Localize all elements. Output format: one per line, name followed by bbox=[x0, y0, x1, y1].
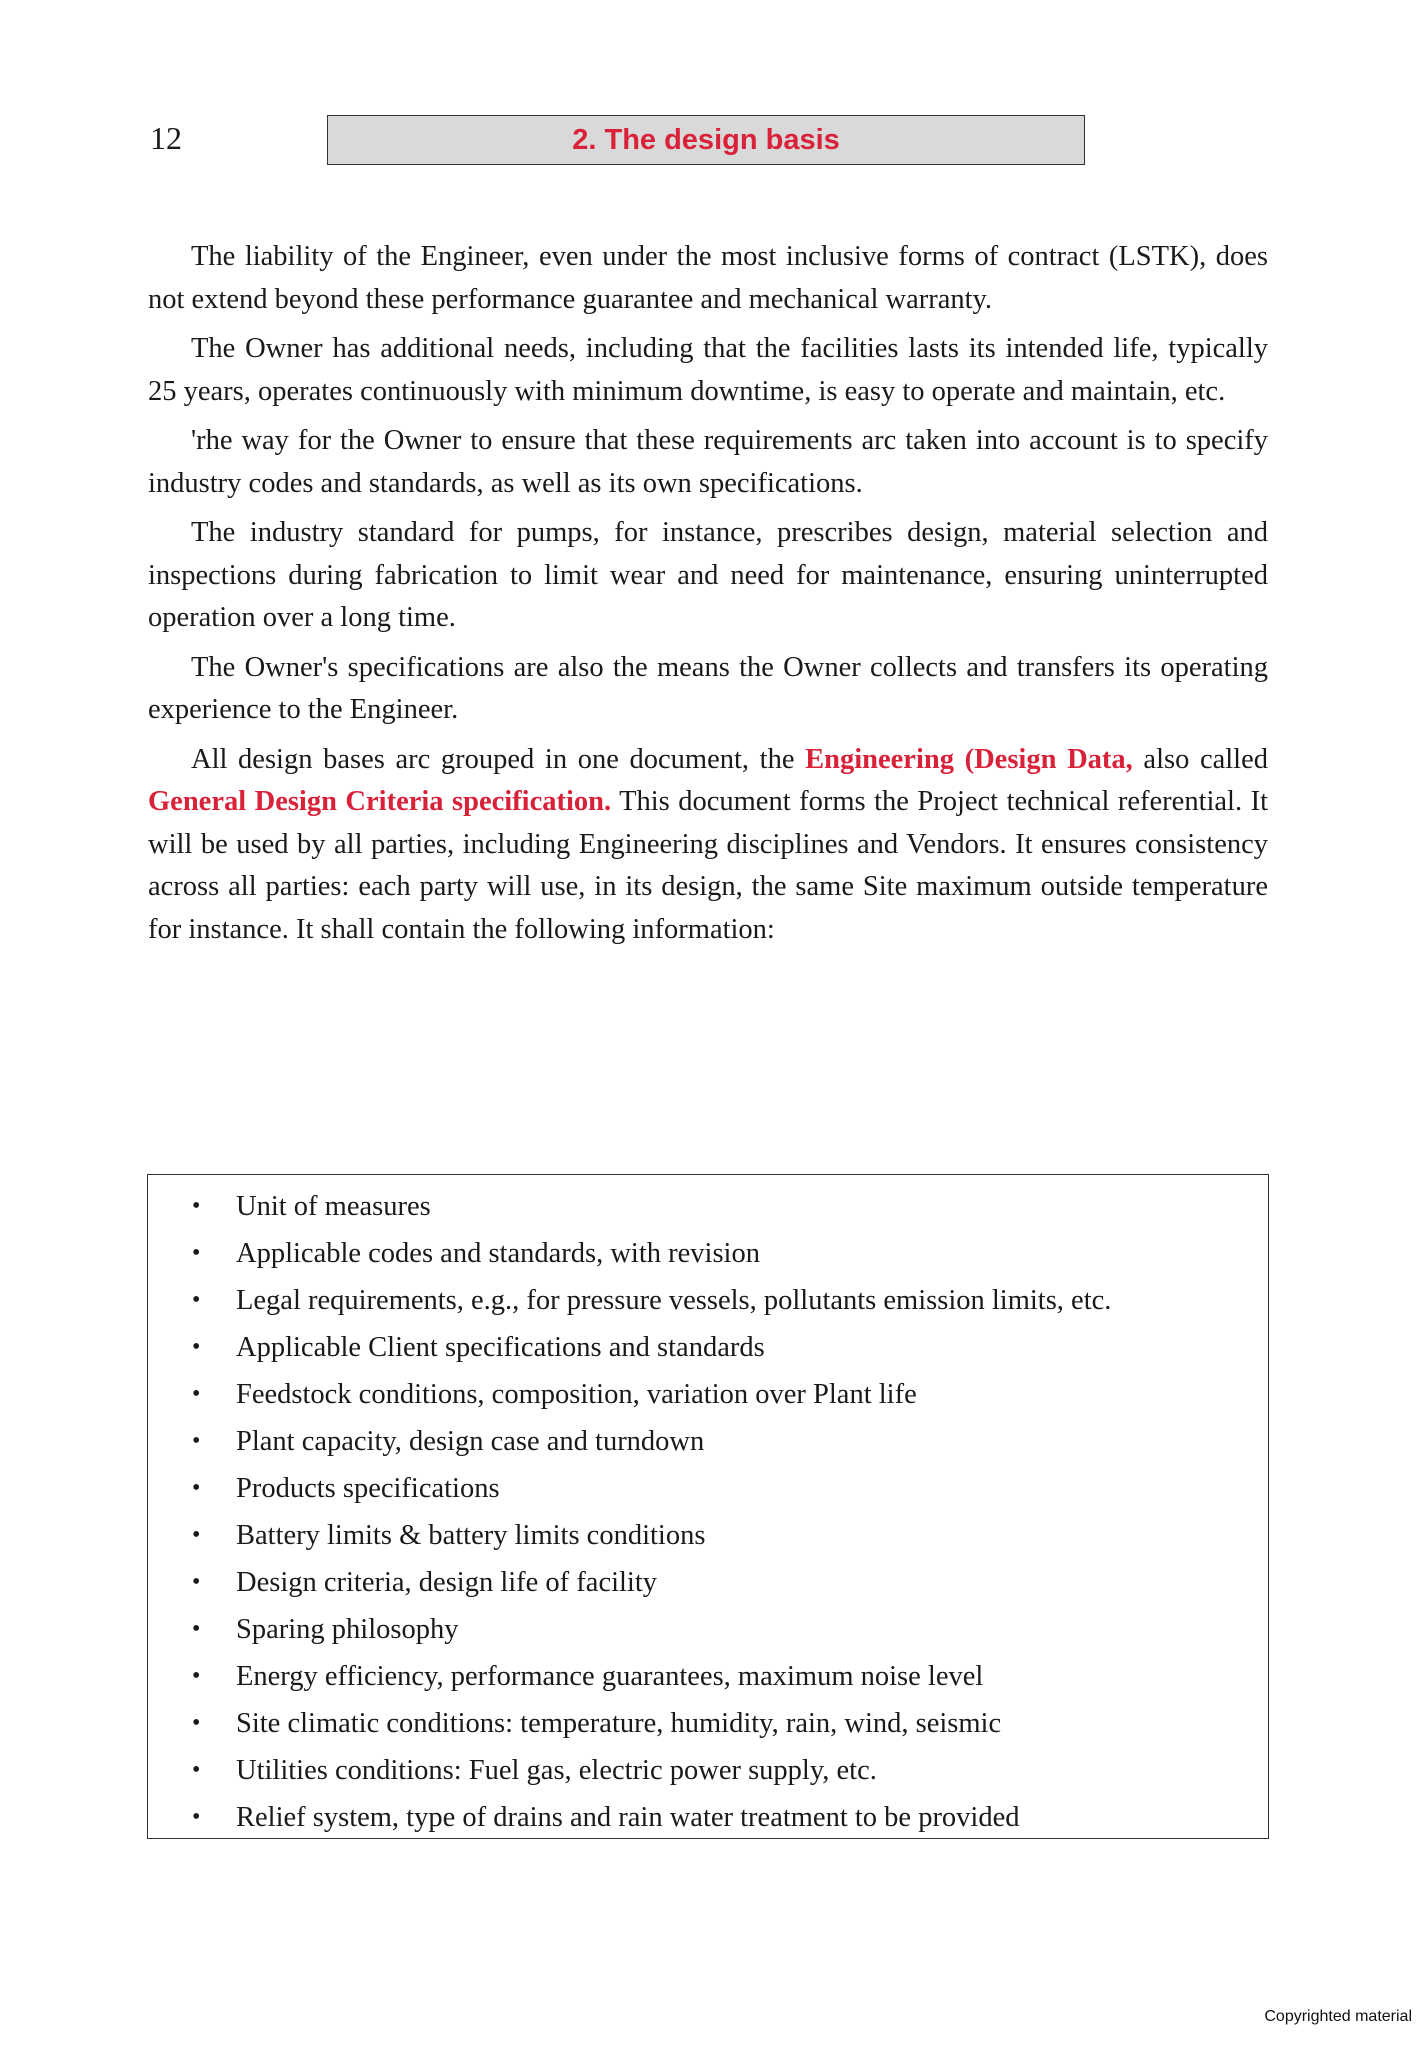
bullet-icon: • bbox=[192, 1475, 201, 1501]
list-item bbox=[148, 1183, 1268, 1230]
bullet-icon: • bbox=[192, 1663, 201, 1689]
bullet-icon: • bbox=[192, 1710, 201, 1736]
list-item-text: Design criteria, design life of facility bbox=[236, 1567, 658, 1598]
bullet-icon: • bbox=[192, 1757, 201, 1783]
paragraph-liability: The liability of the Engineer, even under the most inclusive forms of contract (LSTK), does not extend beyond these performance guarantee and mechanical warranty. bbox=[148, 241, 1268, 315]
list-item bbox=[148, 1606, 1268, 1653]
paragraph-codes-standards: 'rhe way for the Owner to ensure that these requirements arc taken into account is to specify industry codes and standards, as well as its own specifications. bbox=[148, 425, 1268, 499]
list-item-text: Relief system, type of drains and rain water treatment to be provided bbox=[236, 1802, 1020, 1833]
list-item bbox=[148, 1653, 1268, 1700]
list-item bbox=[148, 1277, 1268, 1324]
chapter-header bbox=[327, 115, 1085, 165]
bullet-icon: • bbox=[192, 1193, 201, 1219]
bullet-icon: • bbox=[192, 1240, 201, 1266]
list-item-text: Products specifications bbox=[236, 1473, 500, 1504]
paragraph-design-bases bbox=[148, 739, 1268, 952]
list-item-text: Site climatic conditions: temperature, humidity, rain, wind, seismic bbox=[236, 1708, 1002, 1739]
list-item bbox=[148, 1418, 1268, 1465]
bullet-icon: • bbox=[192, 1334, 201, 1360]
design-basis-list bbox=[148, 1183, 1268, 1841]
bullet-icon: • bbox=[192, 1616, 201, 1642]
paragraph-owner-specifications: The Owner's specifications are also the means the Owner collects and transfers its operating experience to the Engineer. bbox=[148, 651, 1268, 725]
list-item-text: Energy efficiency, performance guarantees, maximum noise level bbox=[236, 1661, 984, 1692]
list-item-text: Legal requirements, e.g., for pressure vessels, pollutants emission limits, etc. bbox=[236, 1285, 1112, 1316]
list-item bbox=[148, 1700, 1268, 1747]
list-item-text: Battery limits & battery limits conditions bbox=[236, 1520, 706, 1551]
list-item-text: Unit of measures bbox=[236, 1191, 431, 1222]
list-item bbox=[148, 1512, 1268, 1559]
paragraph-owner-needs: The Owner has additional needs, including that the facilities lasts its intended life, typically 25 years, operates continuously with minimum downtime, is easy to operate and maintain, etc. bbox=[148, 333, 1268, 407]
design-bases-text-3: This document forms the Project technical referential. It will be used by all parties, including Engineering disciplines and Vendors. It ensures consistency across all parties: each party will use, in its design, the same Site maximum outside temperature for instance. It shall contain the following information: bbox=[148, 786, 1268, 945]
list-item-text: Applicable codes and standards, with revision bbox=[236, 1238, 760, 1269]
list-item bbox=[148, 1465, 1268, 1512]
list-item bbox=[148, 1371, 1268, 1418]
list-item bbox=[148, 1230, 1268, 1277]
chapter-title: 2. The design basis bbox=[572, 124, 840, 156]
bullet-icon: • bbox=[192, 1287, 201, 1313]
highlight-engineering-design-data: Engineering (Design Data, bbox=[805, 743, 1133, 775]
design-basis-list-box bbox=[147, 1174, 1269, 1839]
page-number: 12 bbox=[150, 120, 182, 156]
bullet-icon: • bbox=[192, 1804, 201, 1830]
list-item bbox=[148, 1324, 1268, 1371]
list-item bbox=[148, 1747, 1268, 1794]
list-item bbox=[148, 1794, 1268, 1841]
design-bases-text-1: All design bases arc grouped in one document, the bbox=[191, 743, 806, 775]
list-item-text: Applicable Client specifications and standards bbox=[236, 1332, 765, 1363]
list-item-text: Plant capacity, design case and turndown bbox=[236, 1426, 705, 1457]
body-text bbox=[148, 236, 1268, 958]
list-item bbox=[148, 1559, 1268, 1606]
design-bases-text-2: also called bbox=[1132, 743, 1268, 775]
list-item-text: Feedstock conditions, composition, variation over Plant life bbox=[236, 1379, 917, 1410]
highlight-general-design-criteria: General Design Criteria specification. bbox=[148, 786, 612, 817]
list-item-text: Utilities conditions: Fuel gas, electric power supply, etc. bbox=[236, 1755, 877, 1786]
bullet-icon: • bbox=[192, 1522, 201, 1548]
paragraph-pump-standard: The industry standard for pumps, for instance, prescribes design, material selection and inspections during fabrication to limit wear and need for maintenance, ensuring uninterrupted operation over a long time. bbox=[148, 517, 1268, 633]
bullet-icon: • bbox=[192, 1381, 201, 1407]
list-item-text: Sparing philosophy bbox=[236, 1614, 459, 1645]
bullet-icon: • bbox=[192, 1428, 201, 1454]
copyright-note: Copyrighted material bbox=[1264, 2008, 1412, 2025]
bullet-icon: • bbox=[192, 1569, 201, 1595]
